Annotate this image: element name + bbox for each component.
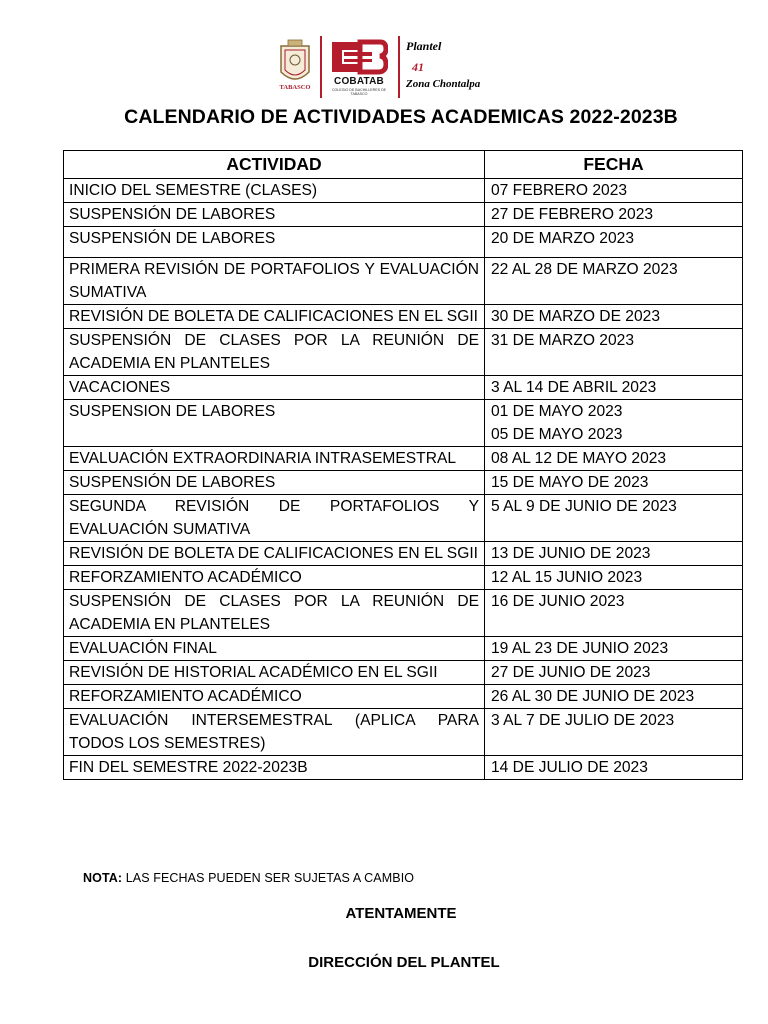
date-value: 13 DE JUNIO DE 2023 <box>491 545 651 562</box>
plantel-number: 41 <box>412 60 424 74</box>
date-value: 3 AL 14 DE ABRIL 2023 <box>491 379 657 396</box>
cobatab-name: COBATAB <box>334 76 384 87</box>
activity-cell: EVALUACIÓN INTERSEMESTRAL (APLICA PARA TODOS LOS SEMESTRES) <box>64 709 485 756</box>
table-row <box>64 258 743 305</box>
date-cell <box>485 637 743 661</box>
table-row <box>64 495 743 542</box>
date-value: 3 AL 7 DE JULIO DE 2023 <box>491 712 675 729</box>
table-row <box>64 637 743 661</box>
cobatab-subtitle: COLEGIO DE BACHILLERES DE TABASCO <box>331 88 387 96</box>
date-cell <box>485 685 743 709</box>
date-cell <box>485 329 743 376</box>
date-cell <box>485 203 743 227</box>
divider <box>398 36 400 98</box>
activity-cell: REVISIÓN DE HISTORIAL ACADÉMICO EN EL SGII <box>64 661 485 685</box>
activity-cell: EVALUACIÓN FINAL <box>64 637 485 661</box>
note-label: NOTA: <box>83 871 123 885</box>
table-row <box>64 756 743 780</box>
activity-cell: SEGUNDA REVISIÓN DE PORTAFOLIOS Y EVALUACIÓN SUMATIVA <box>64 495 485 542</box>
column-header-fecha: FECHA <box>485 151 743 179</box>
date-value: 07 FEBRERO 2023 <box>491 182 628 199</box>
date-value: 27 DE FEBRERO 2023 <box>491 206 654 223</box>
table-row <box>64 227 743 258</box>
activity-cell: REFORZAMIENTO ACADÉMICO <box>64 566 485 590</box>
cobatab-logo-icon <box>328 38 388 76</box>
table-row <box>64 566 743 590</box>
date-value: 05 DE MAYO 2023 <box>491 426 623 443</box>
date-cell <box>485 495 743 542</box>
date-cell <box>485 756 743 780</box>
activity-cell: REVISIÓN DE BOLETA DE CALIFICACIONES EN EL SGII <box>64 542 485 566</box>
date-cell <box>485 590 743 637</box>
table-row <box>64 471 743 495</box>
document-title: CALENDARIO DE ACTIVIDADES ACADEMICAS 2022-2023B <box>124 106 678 128</box>
table-row <box>64 305 743 329</box>
divider <box>320 36 322 98</box>
date-cell <box>485 305 743 329</box>
activity-cell: SUSPENSIÓN DE CLASES POR LA REUNIÓN DE ACADEMIA EN PLANTELES <box>64 329 485 376</box>
date-cell <box>485 709 743 756</box>
activity-cell: SUSPENSION DE LABORES <box>64 400 485 447</box>
date-value: 14 DE JULIO DE 2023 <box>491 759 648 776</box>
activity-cell: REVISIÓN DE BOLETA DE CALIFICACIONES EN EL SGII <box>64 305 485 329</box>
table-row <box>64 400 743 447</box>
table-row <box>64 685 743 709</box>
activity-cell: SUSPENSIÓN DE CLASES POR LA REUNIÓN DE ACADEMIA EN PLANTELES <box>64 590 485 637</box>
date-value: 01 DE MAYO 2023 <box>491 403 623 420</box>
table-row <box>64 661 743 685</box>
date-cell <box>485 258 743 305</box>
table-header-row <box>64 151 743 179</box>
activity-cell: INICIO DEL SEMESTRE (CLASES) <box>64 179 485 203</box>
table-body <box>64 179 743 780</box>
date-value: 19 AL 23 DE JUNIO 2023 <box>491 640 669 657</box>
date-value: 12 AL 15 JUNIO 2023 <box>491 569 643 586</box>
date-value: 20 DE MARZO 2023 <box>491 230 635 247</box>
activity-cell: SUSPENSIÓN DE LABORES <box>64 471 485 495</box>
signature-text: DIRECCIÓN DEL PLANTEL <box>308 954 500 971</box>
calendar-table <box>63 150 743 780</box>
table-row <box>64 709 743 756</box>
activity-cell: VACACIONES <box>64 376 485 400</box>
date-value: 26 AL 30 DE JUNIO DE 2023 <box>491 688 695 705</box>
header-logos <box>276 34 496 104</box>
date-cell <box>485 566 743 590</box>
date-value: 31 DE MARZO 2023 <box>491 332 635 349</box>
column-header-actividad: ACTIVIDAD <box>64 151 485 179</box>
seal-label: TABASCO <box>279 84 311 91</box>
date-cell <box>485 471 743 495</box>
table-row <box>64 329 743 376</box>
date-value: 16 DE JUNIO 2023 <box>491 593 625 610</box>
date-cell <box>485 661 743 685</box>
table-row <box>64 376 743 400</box>
date-value: 15 DE MAYO DE 2023 <box>491 474 649 491</box>
date-value: 22 AL 28 DE MARZO 2023 <box>491 261 678 278</box>
date-value: 27 DE JUNIO DE 2023 <box>491 664 651 681</box>
date-value: 08 AL 12 DE MAYO 2023 <box>491 450 667 467</box>
date-cell <box>485 447 743 471</box>
date-cell <box>485 179 743 203</box>
date-cell <box>485 376 743 400</box>
note-text: LAS FECHAS PUEDEN SER SUJETAS A CAMBIO <box>122 871 415 885</box>
date-cell <box>485 227 743 258</box>
activity-cell: EVALUACIÓN EXTRAORDINARIA INTRASEMESTRAL <box>64 447 485 471</box>
activity-cell: PRIMERA REVISIÓN DE PORTAFOLIOS Y EVALUACIÓN SUMATIVA <box>64 258 485 305</box>
date-value: 30 DE MARZO DE 2023 <box>491 308 660 325</box>
table-row <box>64 203 743 227</box>
plantel-label: Plantel <box>406 39 442 53</box>
plantel-zona: Zona Chontalpa <box>406 78 481 90</box>
table-row <box>64 447 743 471</box>
date-cell <box>485 542 743 566</box>
table-row <box>64 542 743 566</box>
date-cell <box>485 400 743 447</box>
note <box>83 871 414 885</box>
activity-cell: FIN DEL SEMESTRE 2022-2023B <box>64 756 485 780</box>
activity-cell: SUSPENSIÓN DE LABORES <box>64 203 485 227</box>
activity-cell: REFORZAMIENTO ACADÉMICO <box>64 685 485 709</box>
closing-text: ATENTAMENTE <box>345 905 457 922</box>
date-value: 5 AL 9 DE JUNIO DE 2023 <box>491 498 677 515</box>
activity-cell: SUSPENSIÓN DE LABORES <box>64 227 485 258</box>
table-row <box>64 590 743 637</box>
table-row <box>64 179 743 203</box>
